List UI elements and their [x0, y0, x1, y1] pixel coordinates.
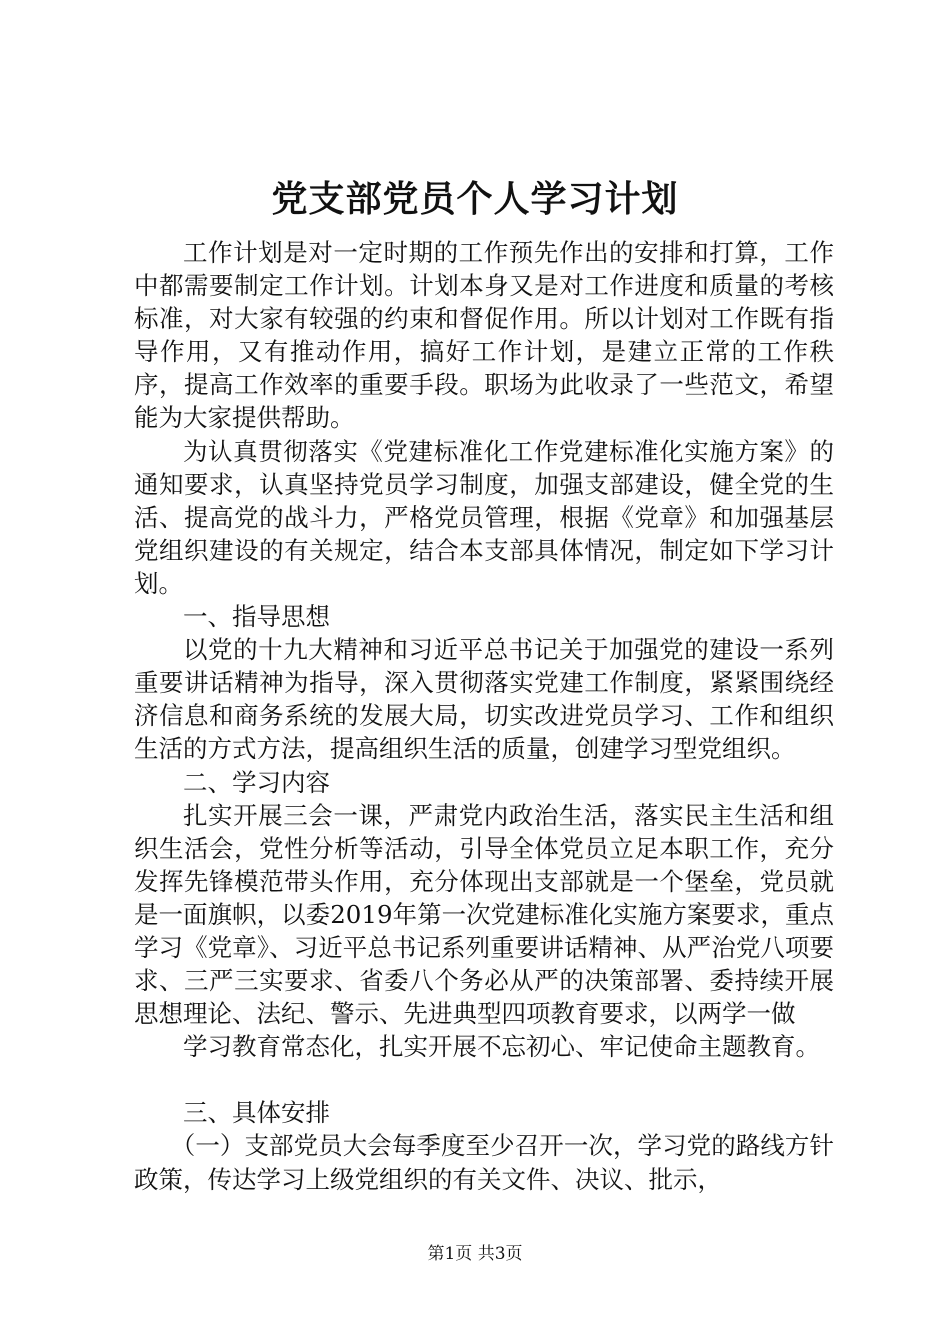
section-heading-arrangement: 三、具体安排 [183, 1098, 330, 1128]
document-body [134, 236, 834, 1196]
arrangement-item-1: （一）支部党员大会每季度至少召开一次，学习党的路线方针政策，传达学习上级党组织的有关文件、决议、批示， [134, 1131, 834, 1194]
intro-paragraph: 工作计划是对一定时期的工作预先作出的安排和打算，工作中都需要制定工作计划。计划本身又是对工作进度和质量的考核标准，对大家有较强的约束和督促作用。所以计划对工作既有指导作用，又有推动作用，搞好工作计划，是建立正常的工作秩序，提高工作效率的重要手段。职场为此收录了一些范文，希望能为大家提供帮助。 [134, 238, 834, 433]
study-content-paragraph: 扎实开展三会一课，严肃党内政治生活，落实民主生活和组织生活会，党性分析等活动，引导全体党员立足本职工作，充分发挥先锋模范带头作用，充分体现出支部就是一个堡垒，党员就是一面旗帜，以委2019年第一次党建标准化实施方案要求，重点学习《党章》、习近平总书记系列重要讲话精神、从严治党八项要求、三严三实要求、省委八个务必从严的决策部署、委持续开展思想理论、法纪、警示、先进典型四项教育要求，以两学一做 [134, 800, 834, 1029]
page-title: 党支部党员个人学习计划 [271, 178, 679, 220]
page-footer: 第1页 共3页 [427, 1244, 523, 1264]
guiding-thought-paragraph: 以党的十九大精神和习近平总书记关于加强党的建设一系列重要讲话精神为指导，深入贯彻落实党建工作制度，紧紧围绕经济信息和商务系统的发展大局，切实改进党员学习、工作和组织生活的方式方法，提高组织生活的质量，创建学习型党组织。 [134, 635, 834, 764]
section-heading-guiding-thought: 一、指导思想 [183, 602, 330, 632]
study-content-continuation: 学习教育常态化，扎实开展不忘初心、牢记使命主题教育。 [183, 1032, 820, 1062]
section-heading-study-content: 二、学习内容 [183, 767, 330, 797]
purpose-paragraph: 为认真贯彻落实《党建标准化工作党建标准化实施方案》的通知要求，认真坚持党员学习制度，加强支部建设，健全党的生活、提高党的战斗力，严格党员管理，根据《党章》和加强基层党组织建设的有关规定，结合本支部具体情况，制定如下学习计划。 [134, 436, 834, 598]
blank-line [134, 1063, 834, 1096]
